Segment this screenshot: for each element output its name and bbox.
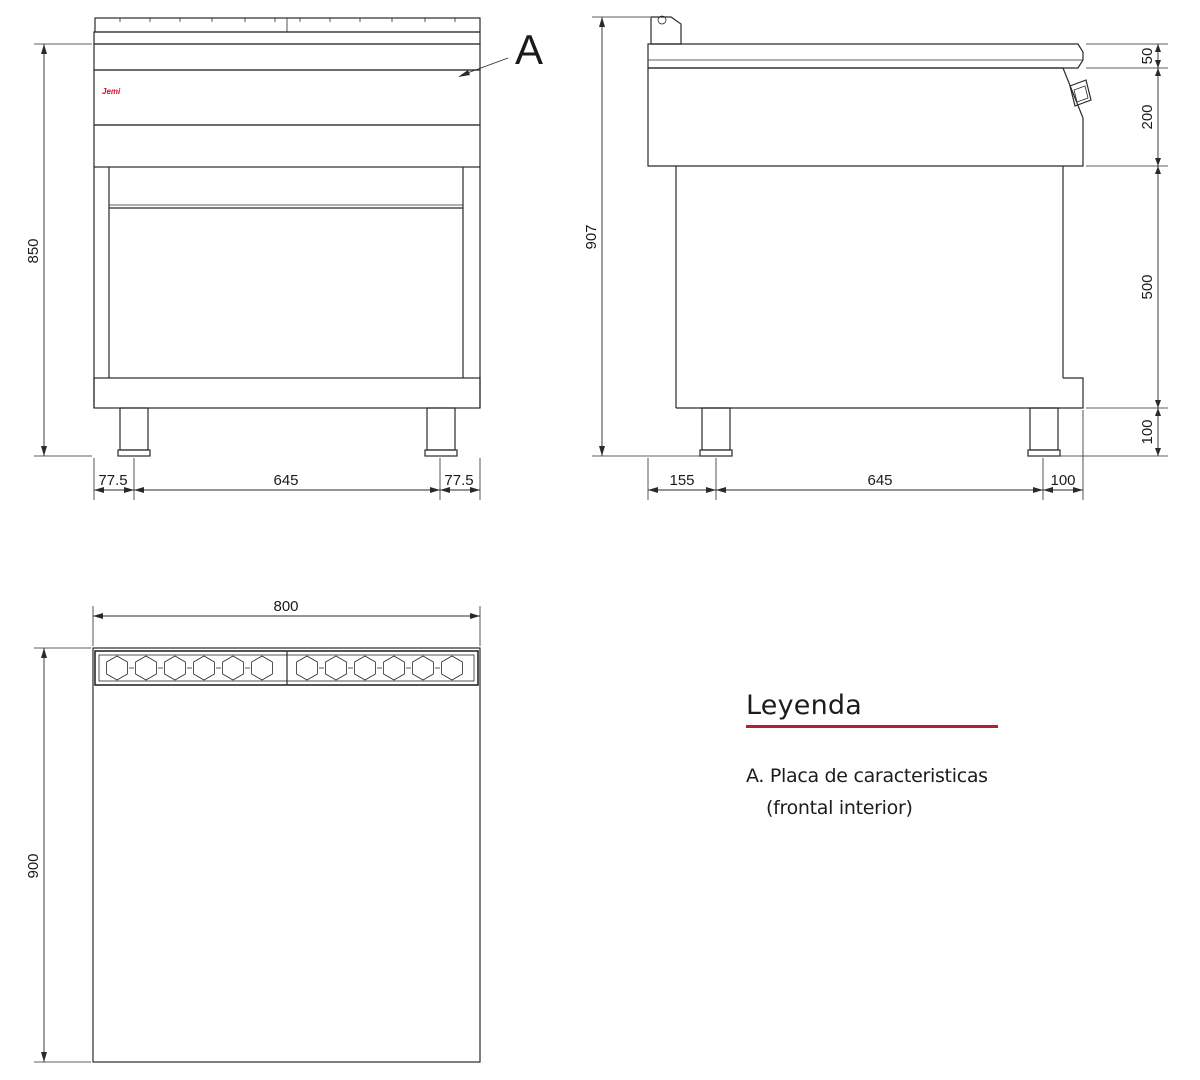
burner-hex xyxy=(165,656,186,680)
legend-item-a xyxy=(746,760,1006,824)
dim-side-front: 155 xyxy=(669,472,695,489)
burner-hex xyxy=(136,656,157,680)
burner-hex xyxy=(384,656,405,680)
legend-title: Leyenda xyxy=(746,690,862,721)
side-view xyxy=(583,16,1168,500)
burner-row xyxy=(107,656,463,680)
dim-front-height: 850 xyxy=(25,238,42,264)
dim-front-right: 77.5 xyxy=(444,472,474,489)
top-view xyxy=(25,598,480,1062)
burner-hex xyxy=(194,656,215,680)
burner-hex xyxy=(355,656,376,680)
brand-mark: Jemi xyxy=(102,87,121,96)
legend-item-line2: (frontal interior) xyxy=(766,797,913,819)
burner-hex xyxy=(107,656,128,680)
burner-hex xyxy=(442,656,463,680)
dim-top-depth: 900 xyxy=(25,853,42,879)
burner-hex xyxy=(252,656,273,680)
dim-side-panel: 200 xyxy=(1139,104,1156,130)
legend xyxy=(746,690,1006,824)
dim-side-top: 50 xyxy=(1139,47,1156,65)
burner-hex xyxy=(326,656,347,680)
dim-side-body: 500 xyxy=(1139,274,1156,300)
dim-side-legs: 100 xyxy=(1139,419,1156,445)
callout-a: A xyxy=(515,26,544,73)
burner-hex xyxy=(413,656,434,680)
dim-top-width: 800 xyxy=(273,598,299,615)
burner-hex xyxy=(223,656,244,680)
dim-side-middle: 645 xyxy=(867,472,893,489)
legend-rule xyxy=(746,725,998,728)
burner-hex xyxy=(297,656,318,680)
dim-front-middle: 645 xyxy=(273,472,299,489)
dim-front-left: 77.5 xyxy=(98,472,128,489)
front-view xyxy=(25,18,543,500)
dim-side-height: 907 xyxy=(583,224,600,250)
dim-side-back: 100 xyxy=(1050,472,1076,489)
legend-item-line1: A. Placa de caracteristicas xyxy=(746,765,988,787)
